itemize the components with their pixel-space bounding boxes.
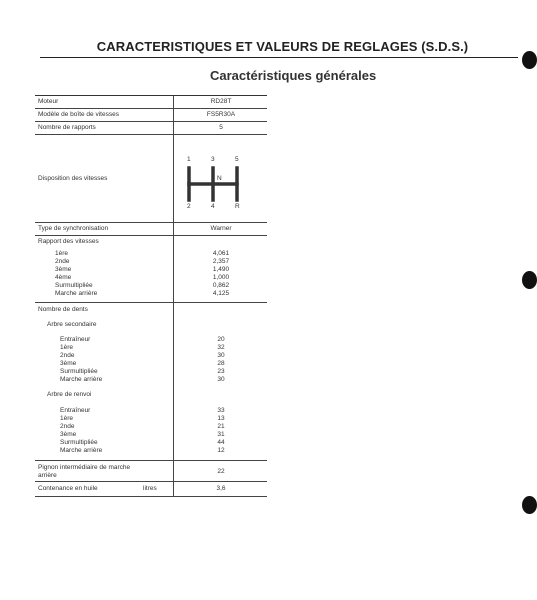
item-value: 4,125 (212, 290, 230, 297)
row-synchro (35, 223, 267, 236)
row-huile (35, 482, 267, 497)
item-value: 4,061 (212, 250, 230, 257)
item-label: Entraîneur (60, 336, 91, 343)
binder-hole-icon (522, 51, 537, 69)
item-label: 1ère (60, 344, 74, 351)
item-label: 3ème (55, 266, 72, 273)
row-value: RD28T (210, 98, 232, 105)
item-label: 2nde (60, 352, 75, 359)
row-pignon (35, 461, 267, 482)
item-label: 2nde (60, 423, 75, 430)
gear-label: 2 (187, 203, 191, 210)
row-label: Modèle de boîte de vitesses (38, 111, 119, 118)
row-value: 3,6 (216, 485, 226, 492)
binder-hole-icon (522, 496, 537, 514)
item-value: 44 (217, 439, 225, 446)
item-value: 30 (217, 376, 225, 383)
item-value: 0,862 (212, 282, 230, 289)
item-value: 13 (217, 415, 225, 422)
row-label: Nombre de dents (38, 306, 88, 313)
item-value: 2,357 (212, 258, 230, 265)
item-value: 31 (217, 431, 225, 438)
item-value: 12 (217, 447, 225, 454)
row-label: Nombre de rapports (38, 124, 96, 131)
spec-table (35, 95, 267, 497)
gear-label: 1 (187, 156, 191, 163)
title-underline (40, 57, 518, 58)
item-value: 20 (217, 336, 225, 343)
item-label: Surmultipliée (55, 282, 93, 289)
group-label: Arbre secondaire (47, 321, 97, 328)
item-label: 1ère (60, 415, 74, 422)
item-value: 32 (217, 344, 225, 351)
row-label: arrière (38, 472, 57, 479)
gear-label: 3 (211, 156, 215, 163)
row-rapports (35, 122, 267, 135)
row-label: Disposition des vitesses (38, 175, 108, 182)
gear-label: R (235, 203, 240, 210)
item-value: 30 (217, 352, 225, 359)
row-nombre-dents (35, 303, 267, 461)
binder-hole-icon (522, 271, 537, 289)
item-value: 1,000 (212, 274, 230, 281)
row-modele (35, 109, 267, 122)
item-label: Surmultipliée (60, 439, 98, 446)
row-rapport-vitesses (35, 236, 267, 303)
gear-label: 5 (235, 156, 239, 163)
row-label: Contenance en huile (38, 485, 98, 492)
row-value: 5 (219, 124, 223, 131)
row-value: FS5R30A (206, 111, 236, 118)
row-disposition (35, 135, 267, 223)
row-value: Warner (210, 225, 232, 232)
item-value: 28 (217, 360, 225, 367)
item-label: Surmultipliée (60, 368, 98, 375)
section-subtitle: Caractéristiques générales (210, 68, 377, 83)
gear-label: 4 (211, 203, 215, 210)
item-label: Marche arrière (60, 447, 103, 454)
row-moteur (35, 95, 267, 109)
item-value: 23 (217, 368, 225, 375)
item-label: 3ème (60, 360, 77, 367)
page-title: CARACTERISTIQUES ET VALEURS DE REGLAGES (S.D.S.) (96, 39, 469, 54)
row-label: Moteur (38, 98, 59, 105)
gear-label: N (217, 175, 222, 182)
item-value: 21 (217, 423, 225, 430)
row-value: 22 (217, 468, 225, 475)
item-label: 2nde (55, 258, 70, 265)
item-label: Marche arrière (60, 376, 103, 383)
row-label: Rapport des vitesses (38, 238, 99, 245)
item-label: 1ère (55, 250, 69, 257)
item-label: 3ème (60, 431, 77, 438)
gear-shift-pattern-icon (185, 165, 245, 205)
item-label: Entraîneur (60, 407, 91, 414)
item-value: 1,490 (212, 266, 230, 273)
item-label: Marche arrière (55, 290, 98, 297)
group-label: Arbre de renvoi (47, 391, 92, 398)
row-label: Pignon intermédiaire de marche (38, 464, 131, 471)
item-label: 4ème (55, 274, 72, 281)
item-value: 33 (217, 407, 225, 414)
row-unit: litres (143, 485, 157, 492)
row-label: Type de synchronisation (38, 225, 109, 232)
